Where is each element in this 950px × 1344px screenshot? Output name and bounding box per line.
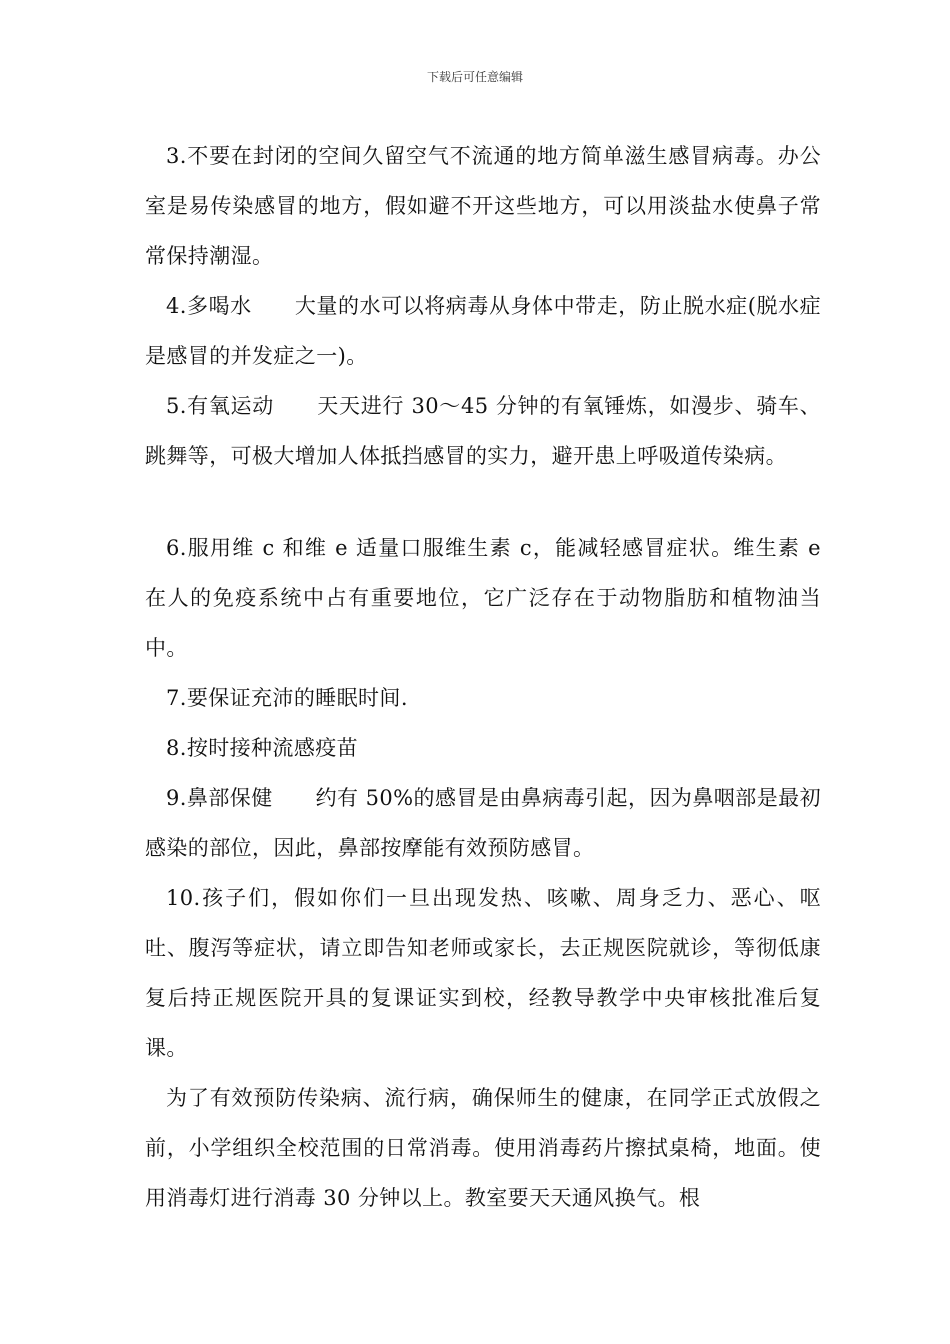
- paragraph-item-10: 10.孩子们，假如你们一旦出现发热、咳嗽、周身乏力、恶心、呕吐、腹泻等症状，请立即告知老师或家长，去正规医院就诊，等彻低康复后持正规医院开具的复课证实到校，经教导教学中央审核批准后复课。: [145, 886, 821, 1060]
- paragraph-item-9: 9.鼻部保健 约有 50%的感冒是由鼻病毒引起，因为鼻咽部是最初感染的部位，因此，鼻部按摩能有效预防感冒。: [145, 786, 821, 860]
- paragraph-item-5: 5.有氧运动 天天进行 30～45 分钟的有氧锤炼，如漫步、骑车、跳舞等，可极大增加人体抵挡感冒的实力，避开患上呼吸道传染病。: [145, 394, 821, 468]
- paragraph-item-3: 3.不要在封闭的空间久留空气不流通的地方简单滋生感冒病毒。办公室是易传染感冒的地方，假如避不开这些地方，可以用淡盐水使鼻子常常保持潮湿。: [145, 144, 821, 268]
- document-body: [145, 131, 821, 1223]
- paragraph-item-7: 7.要保证充沛的睡眠时间.: [166, 686, 408, 710]
- paragraph-item-4: 4.多喝水 大量的水可以将病毒从身体中带走，防止脱水症(脱水症是感冒的并发症之一)。: [145, 294, 821, 368]
- paragraph-item-6: 6.服用维 c 和维 e 适量口服维生素 c，能减轻感冒症状。维生素 e 在人的免疫系统中占有重要地位，它广泛存在于动物脂肪和植物油当中。: [145, 536, 821, 660]
- paragraph-item-8: 8.按时接种流感疫苗: [166, 736, 359, 760]
- page-header: 下载后可任意编辑: [426, 70, 523, 84]
- paragraph-closing: 为了有效预防传染病、流行病，确保师生的健康，在同学正式放假之前，小学组织全校范围的日常消毒。使用消毒药片擦拭桌椅，地面。使用消毒灯进行消毒 30 分钟以上。教室要天天通风换气。根: [145, 1086, 821, 1210]
- paragraph-gap: [145, 481, 821, 523]
